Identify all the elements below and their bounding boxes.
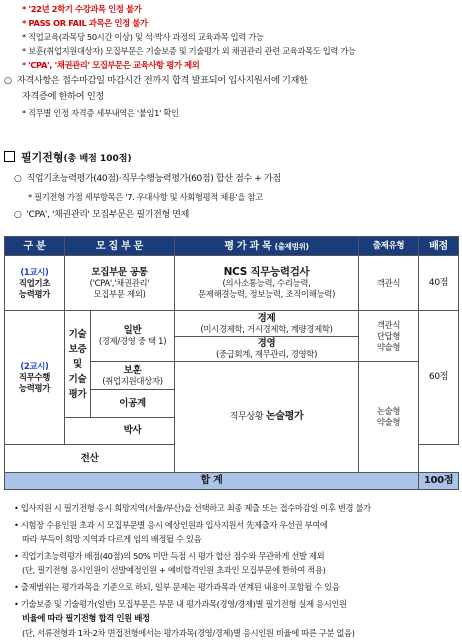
cert-detail-note: * 직무별 인정 자격증 세부내역은 '붙임1' 확인 [22, 108, 179, 118]
table-header-row [5, 237, 459, 256]
header-type: 출제유형 [359, 237, 419, 256]
period-2-label: (2교시) 직무수행 능력평가 [5, 311, 65, 445]
total-label: 합 계 [5, 472, 419, 489]
header-subject: 평 가 과 목 (출제범위) [175, 237, 359, 256]
bullet-veteran-courses: * 보훈(취업지원대상자) 모집부문은 기술보증 및 기술평가 외 채권관리 관련 교육과목도 입력 가능 [22, 46, 356, 56]
field-common: 모집부문 공통 ('CPA','채권관리' 모집부문 제외) [65, 256, 175, 311]
written-bullet-1: ○ 직업기초능력평가(40점)·직무수행능력평가(60점) 합산 점수 + 가점 [14, 174, 281, 184]
bottom-bullet-allocation-cont: 비율에 따라 필기전형 합격 인원 배정 [22, 613, 150, 623]
bottom-bullet-cutoff-note: (단, 필기전형 응시인원이 선발예정인원 + 예비합격인원 초과인 모집부문에 한하여 적용) [22, 565, 326, 575]
bullet-pass-fail: * PASS OR FAIL 과목은 인정 불가 [22, 18, 148, 28]
cert-note: ○ 자격사항은 접수마감일 마감시간 전까지 합격 발표되어 입사지원서에 기재한 [4, 75, 308, 86]
bottom-bullet-capacity: • 시험장 수용인원 초과 시 모집부문별 응시 예상인원과 입사지원서 先제출자 우선권 부여에 [14, 520, 328, 530]
subject-economics: 경제 (미시경제학, 거시경제학, 계량경제학) [175, 311, 359, 337]
total-score: 100점 [419, 472, 459, 489]
bottom-bullet-scope: • 출제범위는 평가과목을 기준으로 하되, 일부 문제는 평가과목과 연계된 내용이 포함될 수 있음 [14, 582, 340, 592]
bullet-cpa-excluded: * 'CPA', '채권관리' 모집부문은 교육사항 평가 제외 [22, 60, 200, 70]
header-category: 구 분 [5, 237, 65, 256]
subject-management: 경영 (중급회계, 재무관리, 경영학) [175, 336, 359, 362]
type-essay: 논술형 약술형 [359, 362, 419, 473]
field-general: 일반 (경제/경영 중 택 1) [91, 311, 175, 362]
score-60: 60점 [419, 311, 459, 445]
bullet-vocational-education: * 직업교육(과목당 50시간 이상) 및 석·박사 과정의 교육과목 입력 가능 [22, 32, 264, 42]
table-total-row [5, 472, 459, 489]
header-field: 모 집 부 문 [65, 237, 175, 256]
bottom-bullet-capacity-cont: 따라 부득이 희망 지역과 다르게 임의 배정될 수 있음 [22, 534, 202, 544]
group-tech-guarantee: 기술 보증 및 기술 평가 [65, 311, 91, 417]
bottom-bullet-region: • 입사지원 시 필기전형 응시 희망지역(서울/부산)을 선택하고 최종 제출 또는 접수마감일 이후 변경 불가 [14, 503, 371, 513]
score-40: 40점 [419, 256, 459, 311]
bottom-bullet-allocation-note: (단, 서류전형과 1차·2차 면접전형에서는 평가과목(경영/경제)별 응시인원 비율에 따른 구분 없음) [22, 628, 355, 638]
type-objective-short: 객관식 단답형 약술형 [359, 311, 419, 362]
field-veteran: 보훈 (취업지원대상자) [91, 362, 175, 390]
table-row [5, 311, 459, 337]
period-1-label: (1교시) 직업기초 능력평가 [5, 256, 65, 311]
bullet-no-recognition-2022: * '22년 2학기 수강과목 인정 불가 [22, 4, 142, 14]
type-objective: 객관식 [359, 256, 419, 311]
field-it: 전산 [5, 445, 175, 473]
cert-note-continued: 자격증에 한하여 인정 [22, 91, 104, 102]
checkbox-icon [4, 151, 15, 162]
field-phd: 박사 [65, 417, 175, 445]
bottom-bullet-allocation: • 기술보증 및 기술평가(일반) 모집부문은 부문 내 평가과목(경영/경제)별 필기전형 실제 응시인원 [14, 599, 347, 609]
written-bullet-3: ○ 'CPA', '채권관리' 모집부문은 필기전형 면제 [14, 210, 189, 220]
subject-ncs: NCS 직무능력검사 (의사소통능력, 수리능력, 문제해결능력, 정보능력, 조직이해능력) [175, 256, 359, 311]
written-bullet-2: * 필기전형 가점 세부항목은 '7. 우대사항 및 사회형평적 채용'을 참고 [28, 192, 263, 202]
header-score: 배점 [419, 237, 459, 256]
subject-essay: 직무상황 논술평가 [175, 362, 359, 473]
section-title: 필기전형(총 배점 100점) [4, 149, 132, 165]
table-row [5, 256, 459, 311]
field-science: 이공계 [91, 390, 175, 418]
bottom-bullet-cutoff: • 직업기초능력평가 배점(40점)의 50% 미만 득점 시 평가 합산 점수와 무관하게 선발 제외 [14, 551, 325, 561]
written-exam-table [4, 236, 459, 490]
